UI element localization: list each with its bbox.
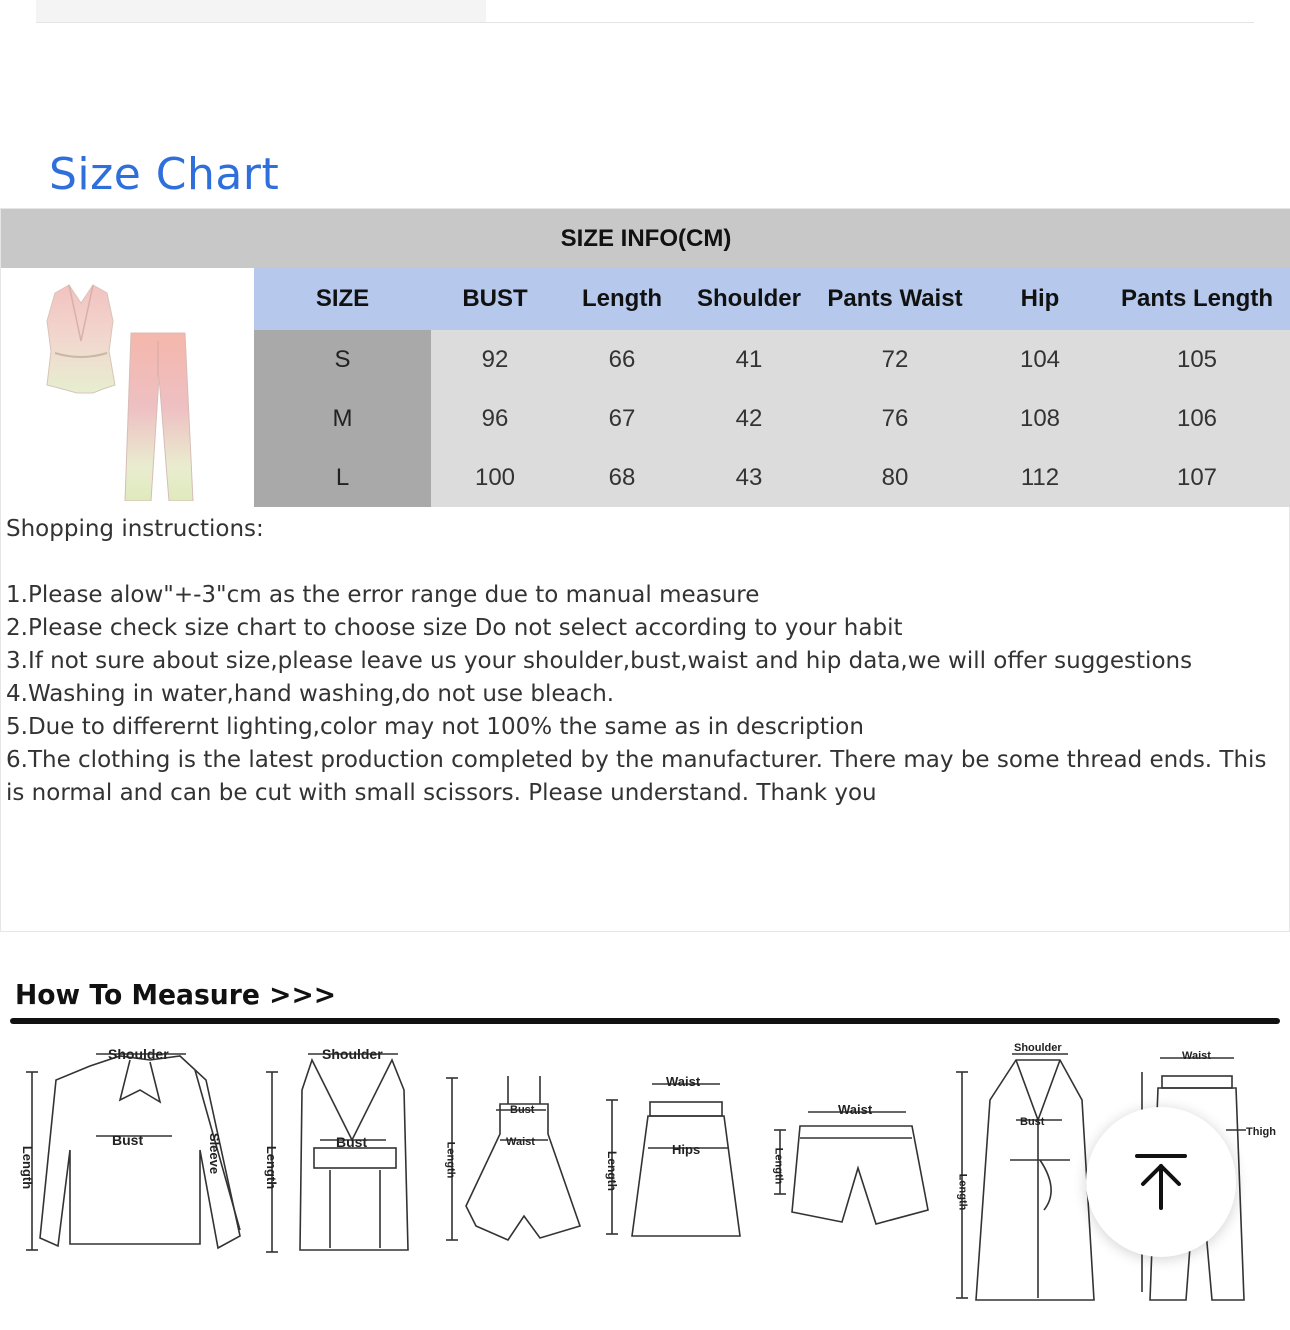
size-cell: S bbox=[254, 330, 431, 389]
value-cell: 43 bbox=[685, 448, 813, 507]
label-length-5: Length bbox=[772, 1147, 785, 1185]
value-cell: 108 bbox=[977, 389, 1103, 448]
label-waist-5: Waist bbox=[838, 1102, 873, 1117]
label-bust-6: Bust bbox=[1020, 1116, 1045, 1128]
size-cell: L bbox=[254, 448, 431, 507]
header-cell: Shoulder bbox=[696, 285, 801, 312]
value-cell: 72 bbox=[813, 330, 977, 389]
value-cell: 76 bbox=[813, 389, 977, 448]
how-to-measure-title: How To Measure >>> bbox=[15, 978, 337, 1011]
label-hips: Hips bbox=[672, 1142, 701, 1157]
header-cell: Pants Waist bbox=[827, 285, 963, 312]
table-row bbox=[254, 330, 1290, 389]
instructions-label: Shopping instructions: bbox=[6, 516, 264, 542]
size-table-header bbox=[254, 268, 1290, 330]
label-bust-3: Bust bbox=[510, 1104, 535, 1116]
label-length-1: Length bbox=[20, 1145, 36, 1190]
value-cell: 105 bbox=[1103, 330, 1290, 389]
label-shoulder-6: Shoulder bbox=[1014, 1042, 1062, 1054]
shorts-diagram bbox=[774, 1112, 928, 1224]
label-length-3: Length bbox=[444, 1141, 457, 1179]
size-chart-title: Size Chart bbox=[49, 148, 280, 200]
divider bbox=[10, 1018, 1280, 1024]
header-cell: Length bbox=[582, 285, 662, 312]
label-waist-4: Waist bbox=[666, 1074, 701, 1089]
value-cell: 112 bbox=[977, 448, 1103, 507]
skirt-diagram bbox=[606, 1084, 740, 1236]
instruction-item: 2.Please check size chart to choose size Do not select according to your habit bbox=[6, 615, 903, 641]
table-row bbox=[254, 389, 1290, 448]
value-cell: 92 bbox=[431, 330, 559, 389]
label-length-4: Length bbox=[605, 1151, 619, 1191]
label-sleeve: Sleeve bbox=[207, 1132, 223, 1175]
label-shoulder-1: Shoulder bbox=[108, 1046, 169, 1062]
instruction-item: 6.The clothing is the latest production completed by the manufacturer. There may be some thread ends. This is normal and can be cut with small scissors. Please understand. Thank you bbox=[6, 747, 1267, 806]
instruction-item: 3.If not sure about size,please leave us your shoulder,bust,waist and hip data,we will offer suggestions bbox=[6, 648, 1193, 674]
label-length-6: Length bbox=[956, 1173, 969, 1211]
label-thigh: Thigh bbox=[1246, 1126, 1276, 1138]
coat-diagram bbox=[956, 1054, 1094, 1300]
label-shoulder-2: Shoulder bbox=[322, 1046, 383, 1062]
tab-stub[interactable] bbox=[36, 0, 486, 22]
header-cell: SIZE bbox=[315, 285, 370, 312]
dress-diagram bbox=[446, 1076, 580, 1240]
instruction-item: 4.Washing in water,hand washing,do not use bleach. bbox=[6, 681, 615, 707]
value-cell: 107 bbox=[1103, 448, 1290, 507]
header-cell: Hip bbox=[1020, 285, 1060, 312]
tank-diagram bbox=[266, 1054, 408, 1252]
size-info-caption: SIZE INFO(CM) bbox=[1, 209, 1290, 268]
arrow-up-to-line-icon bbox=[1133, 1152, 1189, 1212]
previous-section-tabs bbox=[36, 0, 1254, 23]
header-cell: BUST bbox=[462, 285, 528, 312]
instruction-item: 5.Due to differernt lighting,color may not 100% the same as in description bbox=[6, 714, 864, 740]
value-cell: 100 bbox=[431, 448, 559, 507]
value-cell: 66 bbox=[559, 330, 685, 389]
back-to-top-button[interactable] bbox=[1086, 1107, 1236, 1257]
value-cell: 41 bbox=[685, 330, 813, 389]
label-bust-2: Bust bbox=[336, 1134, 368, 1150]
value-cell: 42 bbox=[685, 389, 813, 448]
shopping-instructions bbox=[6, 513, 1281, 810]
header-cell: Pants Length bbox=[1120, 285, 1273, 312]
value-cell: 96 bbox=[431, 389, 559, 448]
value-cell: 68 bbox=[559, 448, 685, 507]
value-cell: 80 bbox=[813, 448, 977, 507]
label-length-2: Length bbox=[264, 1145, 280, 1190]
label-waist-7: Waist bbox=[1182, 1050, 1211, 1062]
label-bust-1: Bust bbox=[112, 1132, 144, 1148]
size-cell: M bbox=[254, 389, 431, 448]
table-row bbox=[254, 448, 1290, 507]
product-photo bbox=[41, 281, 221, 501]
instruction-item: 1.Please alow"+-3"cm as the error range due to manual measure bbox=[6, 582, 760, 608]
value-cell: 104 bbox=[977, 330, 1103, 389]
value-cell: 67 bbox=[559, 389, 685, 448]
size-chart-image bbox=[0, 208, 1290, 932]
value-cell: 106 bbox=[1103, 389, 1290, 448]
label-waist-3: Waist bbox=[506, 1136, 535, 1148]
